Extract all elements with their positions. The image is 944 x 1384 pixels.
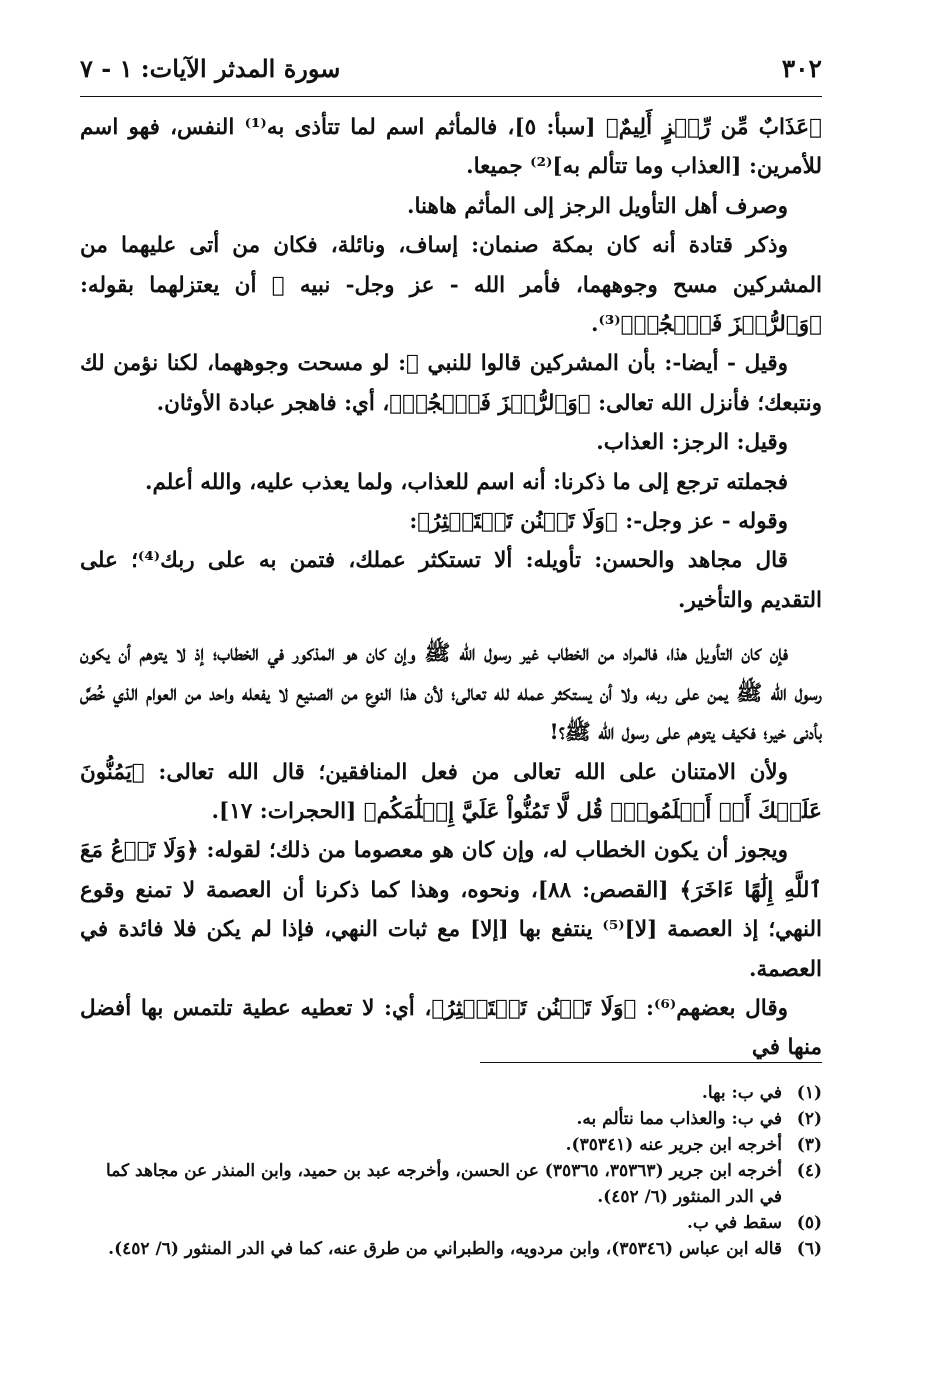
main-text [80, 108, 822, 1068]
paragraph: وذكر قتادة أنه كان بمكة صنمان: إساف، ونائلة، فكان من أتى عليهما من المشركين مسح وجوههما، فأمر الله - عز وجل- نبيه ﷺ أن يعتزلهما بقوله: ﴿وَٱلرُّجۡزَ فَٱهۡجُرۡ﴾⁽³⁾. [80, 233, 822, 338]
paragraph: وقوله - عز وجل-: ﴿وَلَا تَمۡنُن تَسۡتَكۡثِرُ﴾: [409, 509, 788, 535]
page-number: ٣٠٢ [781, 54, 822, 83]
footnote [80, 1106, 822, 1132]
paragraph: وصرف أهل التأويل الرجز إلى المأثم هاهنا. [406, 193, 788, 219]
footnote-number: (٤) [796, 1161, 822, 1181]
footnote-text: قاله ابن عباس (٣٥٣٤٦)، وابن مردويه، والطبراني من طرق عنه، كما في الدر المنثور (٦/ ٤٥٢). [108, 1239, 782, 1259]
footnote-number: (٦) [796, 1239, 822, 1259]
footnote-number: (٥) [796, 1213, 822, 1233]
paragraph: فإن كان التأويل هذا، فالمراد من الخطاب غير رسول الله ﷺ وإن كان هو المذكور في الخطاب؛ إذ لا يتوهم أن يكون رسول الله ﷺ يمن على ربه، ولا أن يستكثر عمله لله تعالى؛ لأن هذا النوع من الصنيع لا يفعله واحد من العوام الذي خُصَّ بأدنى خير؛ فكيف يتوهم على رسول الله ﷺ؟! [80, 641, 822, 746]
footnote [80, 1158, 822, 1210]
footnote-text: في ب: بها. [701, 1083, 782, 1103]
paragraph: فجملته ترجع إلى ما ذكرنا: أنه اسم للعذاب، ولما يعذب عليه، والله أعلم. [145, 469, 788, 495]
footnote [80, 1236, 822, 1262]
footnote-text: في ب: والعذاب مما نتألم به. [576, 1109, 782, 1129]
footnote [80, 1210, 822, 1236]
footnote-number: (١) [796, 1083, 822, 1103]
footnote-number: (٣) [796, 1135, 822, 1155]
paragraph: وقيل - أيضا-: بأن المشركين قالوا للنبي ﷺ: لو مسحت وجوههما، لكنا نؤمن لك ونتبعك؛ فأنزل الله تعالى: ﴿وَٱلرُّجۡزَ فَٱهۡجُرۡ﴾، أي: فاهجر عبادة الأوثان. [80, 351, 822, 416]
footnote [80, 1080, 822, 1106]
footnote [80, 1132, 822, 1158]
paragraph: ويجوز أن يكون الخطاب له، وإن كان هو معصوما من ذلك؛ لقوله: ﴿وَلَا تَدۡعُ مَعَ ٱللَّهِ إِلَٰهًا ءَاخَرَ﴾ [القصص: ٨٨]، ونحوه، وهذا كما ذكرنا أن العصمة لا تمنع وقوع النهي؛ إذ العصمة [لا]⁽⁵⁾ ينتفع بها [إلا] مع ثبات النهي، فإذا لم يكن فلا فائدة في العصمة. [80, 838, 822, 982]
footnote-text: سقط في ب. [686, 1213, 782, 1233]
header-rule [80, 96, 822, 97]
footnote-text: أخرجه ابن جرير (٣٥٣٦٣، ٣٥٣٦٥) عن الحسن، وأخرجه عبد بن حميد، وابن المنذر عن مجاهد كما في الدر المنثور (٦/ ٤٥٢). [106, 1161, 782, 1207]
paragraph: قال مجاهد والحسن: تأويله: ألا تستكثر عملك، فتمن به على ربك⁽⁴⁾؛ على التقديم والتأخير. [80, 548, 822, 613]
paragraph: وقيل: الرجز: العذاب. [596, 430, 788, 456]
paragraph: ﴿عَذَابٌ مِّن رِّجۡزٍ أَلِيمٌ﴾ [سبأ: ٥]، فالمأثم اسم لما تتأذى به⁽¹⁾ النفس، فهو اسم للأمرين: [العذاب وما تتألم به]⁽²⁾ جميعا. [80, 115, 822, 180]
running-title: سورة المدثر الآيات: ١ - ٧ [80, 54, 341, 83]
paragraph: وقال بعضهم⁽⁶⁾: ﴿وَلَا تَمۡنُن تَسۡتَكۡثِرُ﴾، أي: لا تعطيه عطية تلتمس بها أفضل منها في [80, 995, 822, 1061]
footnote-text: أخرجه ابن جرير عنه (٣٥٣٤١). [565, 1135, 782, 1155]
footnotes [80, 1080, 822, 1262]
paragraph: ولأن الامتنان على الله تعالى من فعل المنافقين؛ قال الله تعالى: ﴿يَمُنُّونَ عَلَيۡكَ أَنۡ أَسۡلَمُواْۖ قُل لَّا تَمُنُّواْ عَلَيَّ إِسۡلَٰمَكُم﴾ [الحجرات: ١٧]. [80, 759, 822, 824]
page-header [80, 52, 822, 92]
footnote-separator [480, 1062, 822, 1063]
footnote-number: (٢) [796, 1109, 822, 1129]
